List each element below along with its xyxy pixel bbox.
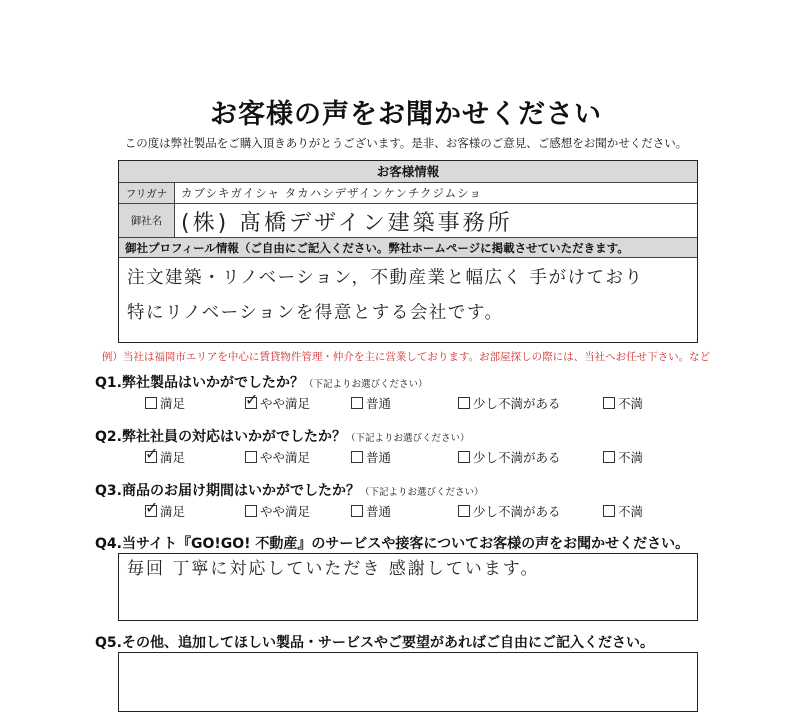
option-3[interactable] xyxy=(351,502,391,520)
option-1[interactable] xyxy=(145,498,186,520)
profile-field[interactable] xyxy=(127,261,693,331)
example-text: 例）当社は福岡市エリアを中心に賃貸物件管理・仲介を主に営業しております。お部屋探しの際には、当社へお任せ下さい。など xyxy=(101,351,711,363)
checkbox[interactable] xyxy=(245,451,257,463)
company-label: 御社名 xyxy=(119,204,175,237)
option-4[interactable] xyxy=(458,394,561,412)
question-3-title xyxy=(95,480,483,500)
checkbox[interactable] xyxy=(458,397,470,409)
question-text: 商品のお届け期間はいかがでしたか？ xyxy=(121,483,360,499)
option-label: 少し不満がある xyxy=(473,450,561,465)
option-2[interactable] xyxy=(245,390,311,412)
question-number: Q2. xyxy=(95,429,122,445)
option-3[interactable] xyxy=(351,448,391,466)
customer-info-header: お客様情報 xyxy=(119,161,697,183)
option-1[interactable] xyxy=(145,444,186,466)
page-title: お客様の声をお聞かせください xyxy=(210,99,602,130)
option-label: 普通 xyxy=(366,504,392,519)
option-1[interactable] xyxy=(145,394,185,412)
question-3-options xyxy=(145,498,705,520)
furigana-row xyxy=(119,183,697,204)
option-label: 不満 xyxy=(618,396,644,411)
question-number: Q1. xyxy=(95,375,122,391)
intro-text: この度は弊社製品をご購入頂きありがとうございます。是非、お客様のご意見、ご感想をお聞かせください。 xyxy=(124,136,688,150)
option-5[interactable] xyxy=(603,394,643,412)
option-label: 満足 xyxy=(160,450,186,465)
checkbox[interactable] xyxy=(245,505,257,517)
checkbox[interactable] xyxy=(458,505,470,517)
question-5-title xyxy=(95,632,654,652)
option-label: 満足 xyxy=(160,396,186,411)
check-mark-icon: ✓ xyxy=(145,498,159,517)
question-4-title xyxy=(95,533,689,553)
option-5[interactable] xyxy=(603,448,643,466)
checkbox[interactable] xyxy=(603,451,615,463)
question-number: Q4. xyxy=(95,536,122,552)
question-2-title xyxy=(95,426,469,446)
option-label: 満足 xyxy=(160,504,186,519)
customer-info-table xyxy=(118,160,698,343)
checkbox[interactable] xyxy=(603,505,615,517)
option-label: 普通 xyxy=(366,396,392,411)
option-label: 普通 xyxy=(366,450,392,465)
question-number: Q5. xyxy=(95,635,122,651)
question-hint: （下記よりお選びください） xyxy=(303,379,428,390)
checkbox[interactable] xyxy=(245,390,259,409)
question-5-answer-box[interactable] xyxy=(118,652,698,712)
check-mark-icon: ✓ xyxy=(245,390,259,409)
checkbox[interactable] xyxy=(351,397,363,409)
question-number: Q3. xyxy=(95,483,122,499)
option-label: やや満足 xyxy=(260,450,311,465)
company-name-field[interactable]: (株) 髙橋デザイン建築事務所 xyxy=(181,211,513,236)
option-4[interactable] xyxy=(458,448,561,466)
option-3[interactable] xyxy=(351,394,391,412)
option-label: 不満 xyxy=(618,504,644,519)
checkbox[interactable] xyxy=(145,397,157,409)
furigana-field[interactable]: カブシキガイシャ タカハシデザインケンチクジムショ xyxy=(181,186,482,200)
furigana-label: フリガナ xyxy=(119,183,175,203)
question-text: 弊社社員の対応はいかがでしたか？ xyxy=(121,429,346,445)
option-5[interactable] xyxy=(603,502,643,520)
question-text: 当サイト『GO!GO! 不動産』のサービスや接客についてお客様の声をお聞かせください。 xyxy=(121,536,690,552)
option-2[interactable] xyxy=(245,502,310,520)
option-label: 少し不満がある xyxy=(473,396,561,411)
option-label: 不満 xyxy=(618,450,644,465)
check-mark-icon: ✓ xyxy=(145,444,159,463)
question-4-answer: 毎回 丁寧に対応していただき 感謝しています。 xyxy=(127,559,540,579)
question-2-options xyxy=(145,444,705,466)
checkbox[interactable] xyxy=(351,451,363,463)
checkbox[interactable] xyxy=(351,505,363,517)
question-1-title xyxy=(95,372,427,392)
question-hint: （下記よりお選びください） xyxy=(359,487,484,498)
profile-line: 特にリノベーションを得意とする会社です。 xyxy=(127,303,504,323)
profile-line: 注文建築・リノベーション，不動産業と幅広く 手がけており xyxy=(127,268,644,288)
option-label: やや満足 xyxy=(260,396,311,411)
question-hint: （下記よりお選びください） xyxy=(345,433,470,444)
company-row xyxy=(119,204,697,238)
question-text: その他、追加してほしい製品・サービスやご要望があればご自由にご記入ください。 xyxy=(121,635,654,651)
option-label: 少し不満がある xyxy=(473,504,561,519)
option-4[interactable] xyxy=(458,502,561,520)
checkbox[interactable] xyxy=(145,498,159,517)
checkbox[interactable] xyxy=(603,397,615,409)
option-2[interactable] xyxy=(245,448,310,466)
option-label: やや満足 xyxy=(260,504,311,519)
question-1-options xyxy=(145,390,705,412)
question-4-answer-box[interactable] xyxy=(118,553,698,621)
checkbox[interactable] xyxy=(458,451,470,463)
question-text: 弊社製品はいかがでしたか？ xyxy=(121,375,304,391)
profile-header: 御社プロフィール情報（ご自由にご記入ください。弊社ホームページに掲載させていただきます。 xyxy=(119,238,697,258)
checkbox[interactable] xyxy=(145,444,159,463)
